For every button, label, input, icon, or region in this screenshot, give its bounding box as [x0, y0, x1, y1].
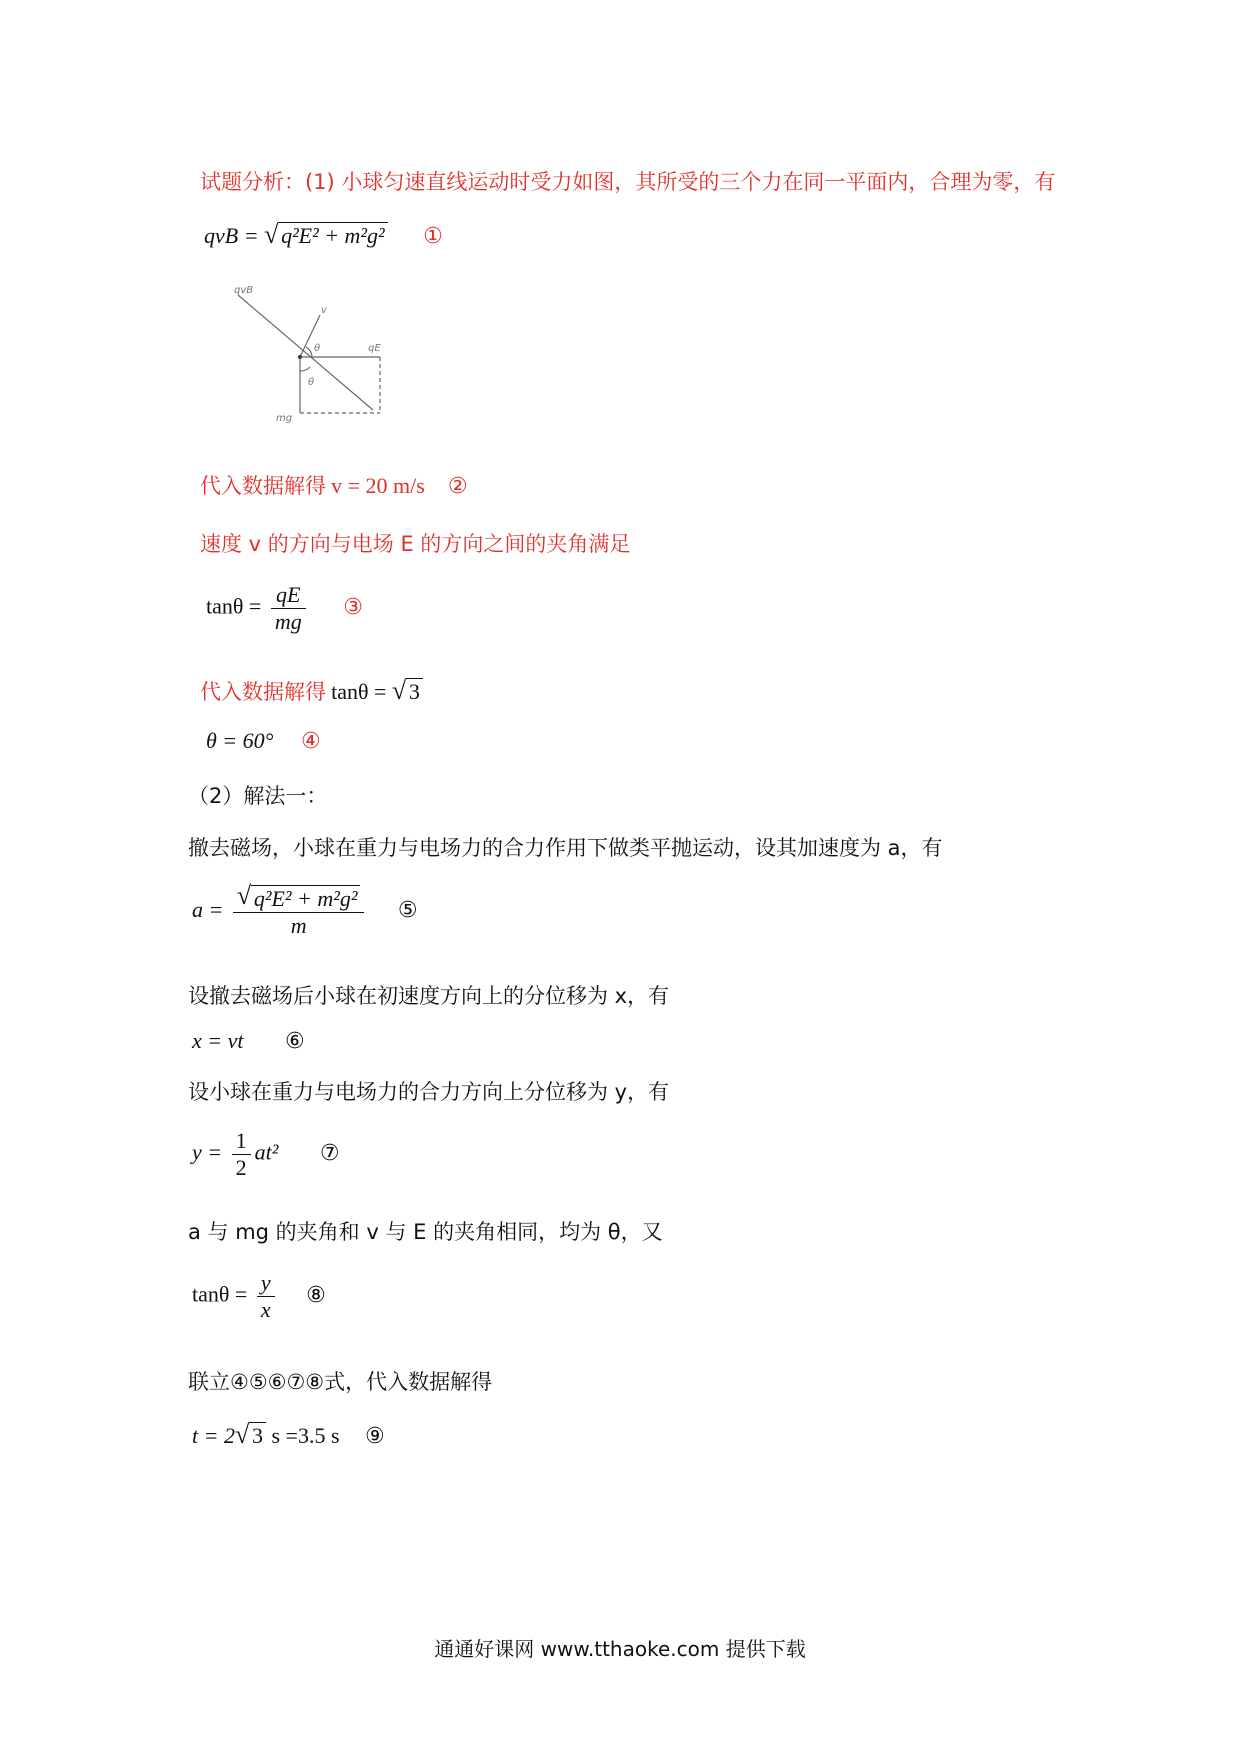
- ball-point: [298, 355, 302, 359]
- eq1-marker: ①: [423, 224, 443, 249]
- equation-9: [192, 1422, 385, 1449]
- eq8-marker: ⑧: [306, 1282, 326, 1308]
- label-mg: mg: [276, 413, 293, 424]
- label-qvb: qvB: [234, 285, 254, 296]
- eq5-lhs: a =: [192, 897, 229, 923]
- eq6-math: x = vt: [192, 1028, 244, 1053]
- equation-8: [192, 1270, 326, 1323]
- line4-text: 代入数据解得: [200, 680, 326, 704]
- eq8-den: x: [260, 1297, 271, 1322]
- analysis-heading: 试题分析：(1) 小球匀速直线运动时受力如图，其所受的三个力在同一平面内，合理为零，有: [200, 170, 1056, 194]
- line4-sqrt: √ 3: [392, 678, 423, 705]
- eq3-marker: ③: [343, 594, 363, 620]
- eq9-sqrt: √ 3: [235, 1422, 266, 1449]
- eq5-marker: ⑤: [397, 898, 418, 924]
- eq8-lhs: tanθ =: [192, 1281, 253, 1307]
- label-v: v: [321, 305, 327, 316]
- equation-5: [192, 881, 418, 939]
- equation-3: [206, 582, 363, 635]
- equation-1: [204, 222, 443, 249]
- eq5-fraction: [233, 881, 365, 939]
- eq1-lhs: qvB =: [204, 223, 265, 248]
- angle-arc-bottom: [300, 367, 310, 371]
- equation-7: [192, 1128, 340, 1181]
- eq7-rhs: at²: [254, 1139, 279, 1165]
- part2-heading: （2）解法一：: [188, 784, 328, 808]
- eq3-num: qE: [271, 582, 306, 609]
- part2-paragraph-5: 联立④⑤⑥⑦⑧式，代入数据解得: [188, 1370, 493, 1394]
- part2-paragraph-4: a 与 mg 的夹角和 v 与 E 的夹角相同，均为 θ，又: [188, 1220, 663, 1244]
- eq9-lhs: t = 2: [192, 1423, 235, 1448]
- eq3-den: mg: [274, 609, 302, 634]
- eq4-marker: ④: [300, 729, 321, 754]
- eq9-radicand: 3: [249, 1422, 266, 1449]
- line-4: [200, 676, 423, 706]
- force-diagram: [234, 285, 398, 425]
- page-footer: 通通好课网 www.tthaoke.com 提供下载: [434, 1637, 806, 1661]
- label-qe: qE: [368, 343, 381, 354]
- velocity-line: [238, 295, 373, 410]
- line2-text: 代入数据解得: [200, 474, 326, 498]
- line4-math: tanθ =: [331, 679, 392, 704]
- line2-math: v = 20 m/s: [331, 473, 425, 498]
- label-theta-2: θ: [308, 377, 315, 388]
- part2-paragraph-2: 设撤去磁场后小球在初速度方向上的分位移为 x，有: [188, 984, 670, 1008]
- eq9-rhs: s =3.5 s: [265, 1423, 340, 1448]
- eq5-den: m: [290, 913, 307, 938]
- eq7-fraction: [232, 1128, 251, 1181]
- eq5-num: √ q²E² + m²g²: [233, 885, 365, 913]
- eq7-marker: ⑦: [319, 1140, 340, 1166]
- eq7-den: 2: [235, 1155, 247, 1180]
- eq9-marker: ⑨: [365, 1424, 385, 1449]
- line-3: 速度 v 的方向与电场 E 的方向之间的夹角满足: [200, 532, 631, 556]
- line-2: [200, 470, 468, 500]
- part2-paragraph-1: 撤去磁场，小球在重力与电场力的合力作用下做类平抛运动，设其加速度为 a，有: [188, 836, 943, 860]
- part2-paragraph-3: 设小球在重力与电场力的合力方向上分位移为 y，有: [188, 1080, 670, 1104]
- eq1-sqrt: √ q²E² + m²g²: [264, 222, 388, 249]
- eq8-num: y: [257, 1270, 275, 1297]
- line4-radicand: 3: [406, 678, 423, 705]
- line2-marker: ②: [447, 474, 468, 499]
- label-theta-1: θ: [314, 343, 321, 354]
- eq7-num: 1: [232, 1128, 251, 1155]
- eq6-marker: ⑥: [285, 1029, 305, 1054]
- eq3-fraction: [271, 582, 306, 635]
- eq7-lhs: y =: [192, 1139, 228, 1165]
- equation-6: [192, 1028, 305, 1054]
- eq8-fraction: [257, 1270, 275, 1323]
- eq5-radicand: q²E² + m²g²: [251, 885, 361, 912]
- eq1-radicand: q²E² + m²g²: [278, 222, 388, 249]
- equation-4: [206, 728, 321, 754]
- eq3-lhs: tanθ =: [206, 593, 267, 619]
- eq4-math: θ = 60°: [206, 728, 274, 753]
